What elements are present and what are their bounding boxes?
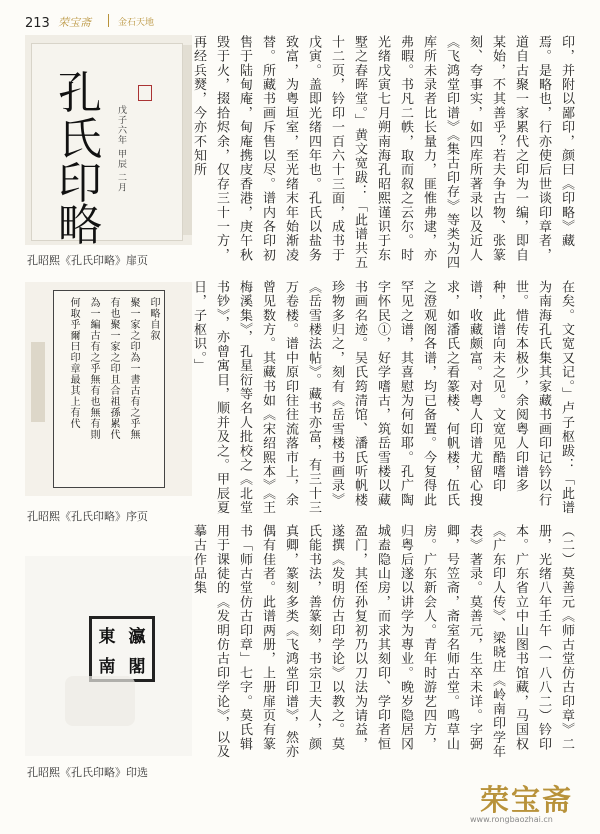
title-inscription: 戊子六年 甲辰 二月 — [116, 105, 126, 193]
figure-caption-1: 孔昭熙《孔氏印略》扉页 — [27, 254, 148, 267]
preface-column-3: 有也聚一家之印且合祖孫累代 — [108, 297, 119, 440]
preface-column-1: 印略自叙 — [148, 297, 159, 341]
figure-caption-2: 孔昭熙《孔氏印略》序页 — [27, 510, 148, 523]
seal-impression — [89, 616, 155, 682]
title-char-2: 氏 — [58, 114, 102, 165]
preface-column-5: 何取乎爾曰印章最其上有代 — [68, 297, 79, 429]
paper-smudge — [65, 676, 135, 726]
body-text-block-1: 印，并附以鄙印，颜曰《印略》藏焉。是略也，行亦使后世谈印章者，道自古聚一家累代之印为一编，即自某始，不其善乎？若夫争古物、张篆刻、夸事实，如四库所著录以及近人《飞鸿堂印谱》《集古印存》等类为四库所未录者比长量力，匪惟弗逮，亦弗暇。书凡二帙，取而叙之云尔。时光绪戊寅七月朔南海孔昭熙谨识于东墅之春晖堂。」黄文宽跋：「此谱共五十二页，钤印一百六十三面，成书于戊寅。盖即光绪四年也。孔氏以盐务致富，为粤垣室，至光绪末年始渐凌替。所藏书画斥售以尽。谱内各印初售于陆甸庵，甸庵携庋香港，庚午秋毁于火，掇拾烬余，仅存三十一方，再经兵燹，今亦不知所 — [191, 35, 574, 270]
body-text-block-3: （二）莫善元《师古堂仿古印章》二册，光绪八年壬午（一八八二）钤印本。广东省立中山图书馆藏，马国权《广东印人传》、梁晓庄《岭南印学年表》著录。莫善元，生卒未详。字弼卿，号笠斋，斋室名师古堂。鸣草山房。广东新会人。青年时游艺四方，归粤后遂以讲学为專业。晚岁隐居冈城盍隐山房，而求其刻印、学印者恒盈门，其侄孙复初乃以刀法为请益，遂撰《发明仿古印学论》以教之。莫氏能书法，善篆刻，书宗卫夫人，颜真卿，篆刻多类《飞鸿堂印谱》，然亦偶有佳者。此谱两册，上册扉页有篆书「师古堂仿古印章」七字。莫氏辑用于课徒的《发明仿古印学论》，以及摹古作品集 — [191, 524, 574, 759]
seal-char-3: 南 — [98, 656, 116, 677]
figure-seal-image — [25, 556, 192, 756]
header-divider — [108, 14, 109, 27]
title-char-1: 孔 — [58, 68, 102, 119]
body-text-block-2: 在矣。文宽又记。」卢子枢跋：「此谱为南海孔氏集其家藏书画印记钤以行世。惜传本极少，余阅粤人印谱多种，此谱向未之见。文宽见酷嗜印谱，收藏颇富。对粤人印谱尤留心搜求，如潘氏之看篆楼、何帆楼，伍氏之澄观阁各谱，均已备置。今复得此罕见之谱，其喜慰为何如耶。孔广陶字怀民①，好学嗜古，筑岳雪楼以藏书画名迹。吴氏筠清馆、潘氏听帆楼珍物多归之，刻有《岳雪楼书画录》《岳雪楼法帖》。藏书亦富，有三十三万卷楼。谱中原印往往流落市上，余曾见数方。其藏书如《宋绍熙本》《王梅溪集》，孔星衍等名人批校之《北堂书钞》，亦曾寓目，顺并及之。甲辰夏日，子枢识。」 — [191, 280, 574, 515]
binding-edge — [31, 342, 45, 422]
seal-char-2: 瀛 — [128, 626, 146, 647]
preface-frame — [53, 290, 165, 488]
section-title: 金石天地 — [118, 18, 155, 28]
figure-preface-page-image — [25, 282, 192, 496]
title-char-3: 印 — [58, 158, 102, 209]
footer-url: www.rongbaozhai.cn — [470, 815, 553, 824]
seal-char-4: 閣 — [128, 656, 146, 677]
small-seal-mark — [138, 85, 152, 101]
preface-column-2: 聚一家之印為一書古有之乎無 — [128, 297, 139, 440]
page-number: 213 — [25, 16, 50, 31]
footer-logo: 荣宝斋 — [480, 783, 574, 817]
title-char-4: 略 — [58, 200, 102, 245]
figure-title-page-image — [25, 35, 192, 245]
magazine-title: 荣宝斋 — [58, 16, 91, 29]
seal-char-1: 東 — [98, 626, 116, 647]
figure-caption-3: 孔昭熙《孔氏印略》印选 — [27, 766, 148, 779]
page-header — [0, 0, 600, 40]
preface-column-4: 為一編古有之乎無有也無有則 — [88, 297, 99, 440]
